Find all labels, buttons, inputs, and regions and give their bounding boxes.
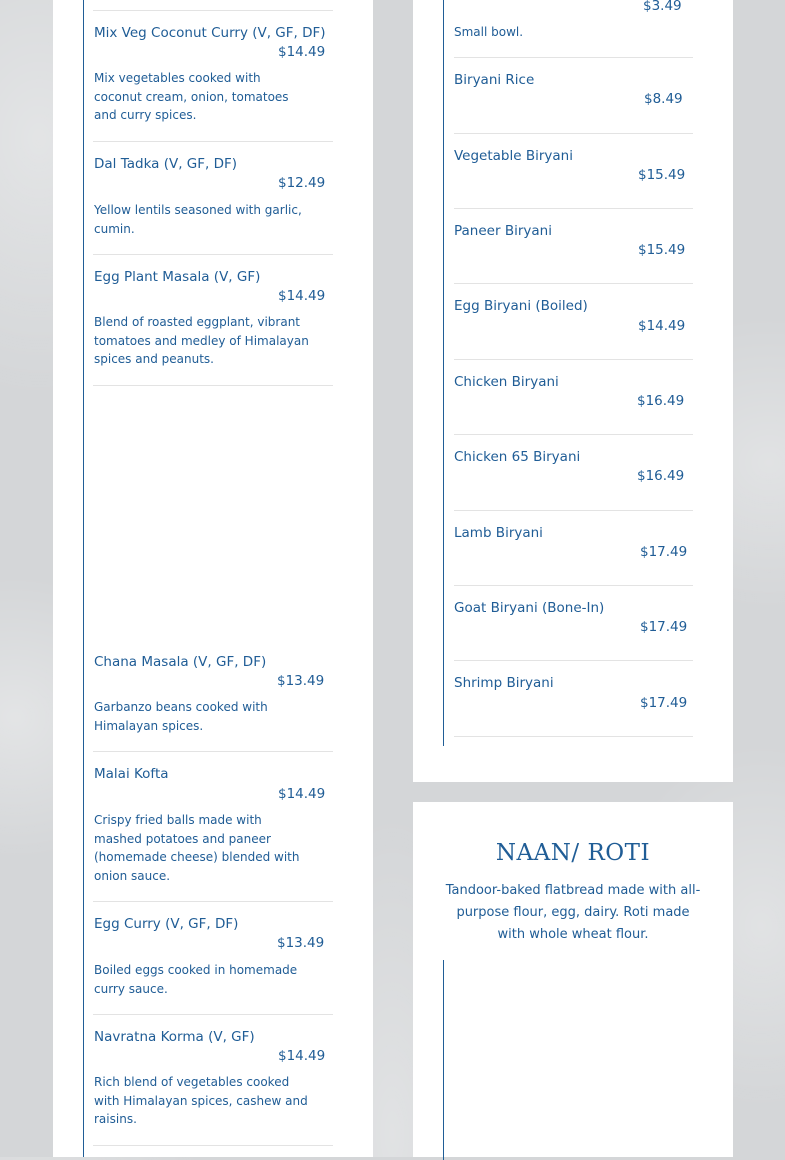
item-name: Vegetable Biryani: [454, 148, 573, 164]
section-title: NAAN/ ROTI: [495, 840, 651, 866]
item-description: Crispy fried balls made with mashed potatoes and paneer (homemade cheese) blended with onion sauce.: [94, 813, 300, 883]
divider: [454, 736, 693, 737]
accent-line: [83, 0, 84, 1157]
item-description: Rich blend of vegetables cooked with Himalayan spices, cashew and raisins.: [94, 1075, 308, 1126]
divider: [93, 901, 333, 902]
item-description: Mix vegetables cooked with coconut cream, onion, tomatoes and curry spices.: [94, 71, 289, 122]
item-name: Mix Veg Coconut Curry (V, GF, DF): [94, 25, 326, 41]
item-price: $14.49: [278, 786, 326, 802]
item-price: $15.49: [638, 242, 686, 258]
divider: [454, 585, 693, 586]
item-price: $14.49: [278, 44, 326, 60]
item-price: $16.49: [637, 468, 685, 484]
item-name: Lamb Biryani: [454, 525, 543, 541]
item-name: Chana Masala (V, GF, DF): [94, 654, 267, 670]
divider: [454, 434, 693, 435]
divider: [454, 283, 693, 284]
menu-card-left: [53, 0, 373, 1157]
item-price: $17.49: [640, 619, 688, 635]
divider: [93, 751, 333, 752]
item-price: $8.49: [644, 91, 683, 107]
divider: [454, 57, 693, 58]
item-description: Blend of roasted eggplant, vibrant tomatoes and medley of Himalayan spices and peanuts.: [94, 315, 309, 366]
item-name: Egg Biryani (Boiled): [454, 298, 588, 314]
divider: [93, 141, 333, 142]
item-price: $12.49: [278, 175, 326, 191]
menu-card-right: [413, 0, 733, 782]
item-description: Garbanzo beans cooked with Himalayan spices.: [94, 700, 268, 733]
accent-line: [443, 0, 444, 746]
divider: [454, 208, 693, 209]
item-name: Egg Plant Masala (V, GF): [94, 269, 261, 285]
section-description: Tandoor-baked flatbread made with all-purpose flour, egg, dairy. Roti made with whole wheat flour.: [445, 883, 701, 942]
item-price: $14.49: [278, 1048, 326, 1064]
item-description: Small bowl.: [454, 25, 524, 39]
divider: [454, 660, 693, 661]
divider: [93, 254, 333, 255]
divider: [454, 510, 693, 511]
item-description: Yellow lentils seasoned with garlic, cumin.: [94, 203, 302, 236]
divider: [93, 385, 333, 386]
item-name: Chicken Biryani: [454, 374, 559, 390]
divider: [93, 1014, 333, 1015]
item-name: Malai Kofta: [94, 766, 169, 782]
item-price: $13.49: [277, 935, 325, 951]
divider: [454, 359, 693, 360]
naan-roti-card: [413, 802, 733, 1157]
item-price: $17.49: [640, 544, 688, 560]
item-name: Biryani Rice: [454, 72, 535, 88]
item-price: $15.49: [638, 167, 686, 183]
item-price: $14.49: [638, 318, 686, 334]
divider: [93, 10, 333, 11]
item-name: Shrimp Biryani: [454, 675, 554, 691]
item-name: Chicken 65 Biryani: [454, 449, 581, 465]
item-price: $16.49: [637, 393, 685, 409]
item-name: Navratna Korma (V, GF): [94, 1029, 255, 1045]
item-price: $13.49: [277, 673, 325, 689]
item-description: Boiled eggs cooked in homemade curry sauce.: [94, 963, 298, 996]
accent-line: [443, 960, 444, 1160]
item-price: $14.49: [278, 288, 326, 304]
item-name: Goat Biryani (Bone-In): [454, 600, 605, 616]
divider: [454, 133, 693, 134]
item-name: Egg Curry (V, GF, DF): [94, 916, 239, 932]
item-name: Paneer Biryani: [454, 223, 552, 239]
divider: [93, 1145, 333, 1146]
item-name: Dal Tadka (V, GF, DF): [94, 156, 238, 172]
item-price: $17.49: [640, 695, 688, 711]
item-price: $3.49: [643, 0, 682, 14]
